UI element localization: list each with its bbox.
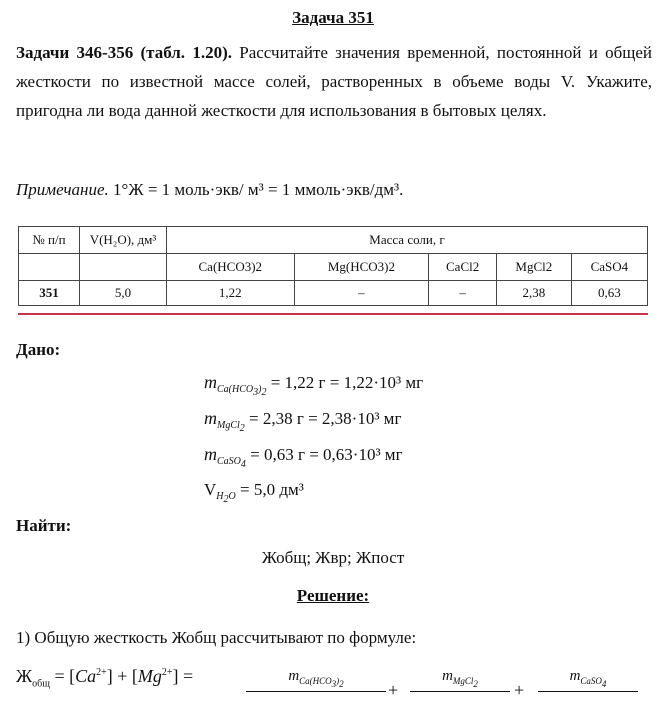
header-no: № п/п	[19, 227, 80, 254]
find-expression: Жобщ; Жвр; Жпост	[261, 548, 405, 567]
row-value: 0,63	[571, 281, 647, 306]
plus-sign: +	[388, 680, 399, 700]
solution-heading: Решение:	[296, 586, 370, 605]
plus-sign: +	[514, 680, 525, 700]
salt-header: CaCl2	[429, 254, 497, 281]
given-value-2: = 2,38 г = 2,38·10³ мг	[249, 409, 402, 428]
given-line-4: $V_{H_2O} = 5,0$ дм³	[204, 480, 304, 506]
header-volume: V(H₂O), дм³	[80, 227, 167, 254]
salt-header: Mg(HCO3)2	[294, 254, 429, 281]
salt-table	[18, 226, 648, 306]
row-value: 1,22	[167, 281, 295, 306]
given-line-1: $m_{Ca(HCO_3)_2} = 1,22$ г = 1,22·10³ мг	[204, 372, 424, 399]
hardness-formula: $Ж_{общ} = [Ca^{2+}] + [Mg^{2+}]$ =	[16, 666, 194, 690]
problem-text: Рассчитайте значения временной, постоянной и общей жесткости по известной массе солей, растворенных в объеме воды V. Укажите, пригодна ли вода данной жесткости для использования в бытовых целях.	[16, 43, 653, 120]
header-empty	[19, 254, 80, 281]
given-label: Дано:	[16, 340, 61, 359]
note-label: Примечание.	[16, 180, 109, 199]
row-no: 351	[19, 281, 80, 306]
given-line-2: $m_{MgCl_2} = 2,38$ г = 2,38·10³ мг	[204, 408, 402, 435]
salt-header: CaSO4	[571, 254, 647, 281]
note	[16, 180, 403, 200]
problem-title: Задача 351	[292, 8, 374, 27]
header-mass: Масса соли, г	[167, 227, 648, 254]
salt-header: Ca(HCO3)2	[167, 254, 295, 281]
formula-fraction-2: $m_{MgCl_2}$	[410, 668, 510, 692]
solution-step-1: 1) Общую жесткость Жобщ рассчитывают по формуле:	[16, 628, 417, 647]
problem-statement	[16, 38, 652, 125]
problem-lead: Задачи 346-356 (табл. 1.20).	[16, 43, 232, 62]
header-empty	[80, 254, 167, 281]
row-highlight-underline	[18, 313, 648, 315]
find-label: Найти:	[16, 516, 72, 535]
row-volume: 5,0	[80, 281, 167, 306]
salt-header: MgCl2	[496, 254, 571, 281]
row-value: 2,38	[496, 281, 571, 306]
given-value-4: = 5,0 дм³	[240, 480, 304, 499]
formula-fraction-1: $m_{Ca(HCO_3)_2}$	[246, 668, 386, 692]
given-value-3: = 0,63 г = 0,63·10³ мг	[250, 445, 403, 464]
given-line-3: $m_{CaSO_4} = 0,63$ г = 0,63·10³ мг	[204, 444, 403, 471]
note-text: 1°Ж = 1 моль·экв/ м³ = 1 ммоль·экв/дм³.	[113, 180, 404, 199]
formula-fraction-3: $m_{CaSO_4}$	[538, 668, 638, 692]
row-value: –	[294, 281, 429, 306]
row-value: –	[429, 281, 497, 306]
given-value-1: = 1,22 г = 1,22·10³ мг	[270, 373, 424, 392]
